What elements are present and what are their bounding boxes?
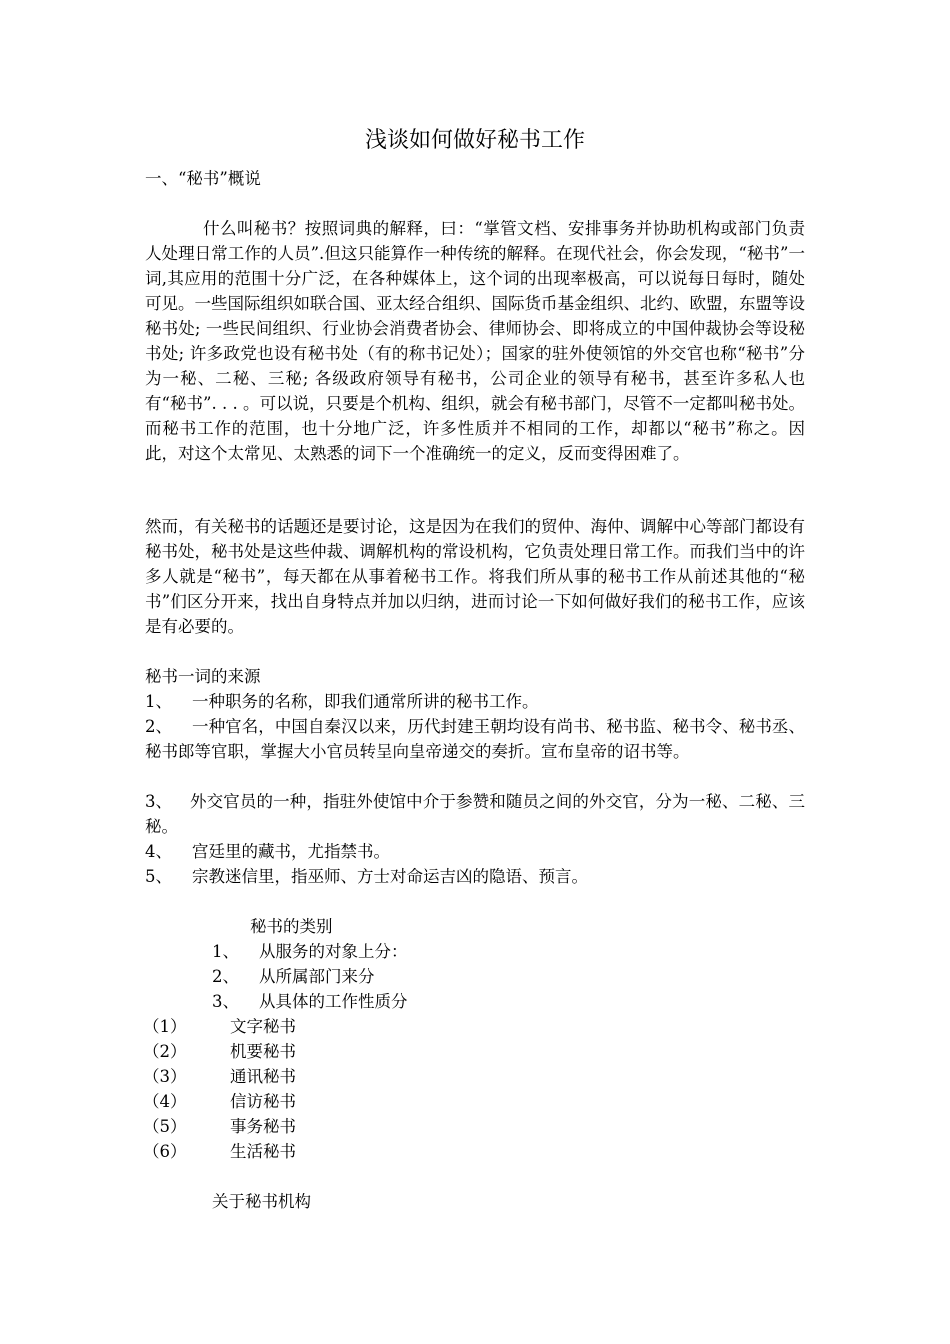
sub-item-1-text: 文字秘书 [230,1017,296,1036]
sub-item-3-number: （3） [143,1067,187,1086]
sub-item-4-text: 信访秘书 [230,1092,296,1111]
types-item-3-text: 从具体的工作性质分 [259,992,408,1011]
origin-item-3-text: 外交官员的一种，指驻外使馆中介于参赞和随员之间的外交官，分为一秘、二秘、三秘。 [145,792,805,836]
types-item-1-text: 从服务的对象上分： [259,942,408,961]
section-heading-overview: 一、“秘书”概说 [145,169,261,188]
sub-item-6-text: 生活秘书 [230,1142,296,1161]
sub-item-1-number: （1） [143,1017,187,1036]
origin-item-1-number: 1、 [145,692,172,711]
types-item-2-number: 2、 [212,967,239,986]
section-heading-types: 秘书的类别 [250,917,333,936]
origin-item-3-number: 3、 [145,792,172,811]
types-item-1-number: 1、 [212,942,239,961]
origin-item-2-number: 2、 [145,717,172,736]
sub-item-2-text: 机要秘书 [230,1042,296,1061]
document-title: 浅谈如何做好秘书工作 [364,128,585,153]
section-heading-origin: 秘书一词的来源 [145,667,261,686]
origin-item-5-text: 宗教迷信里，指巫师、方士对命运吉凶的隐语、预言。 [192,867,588,886]
origin-item-5-number: 5、 [145,867,172,886]
types-item-3-number: 3、 [212,992,239,1011]
paragraph-discussion: 然而，有关秘书的话题还是要讨论，这是因为在我们的贸仲、海仲、调解中心等部门都设有秘书处，秘书处是这些仲裁、调解机构的常设机构，它负责处理日常工作。而我们当中的许多人就是“秘书”，每天都在从事着秘书工作。将我们所从事的秘书工作从前述其他的“秘书”们区分开来，找出自身特点并加以归纳，进而讨论一下如何做好我们的秘书工作，应该是有必要的。 [145,517,805,636]
types-item-2-text: 从所属部门来分 [259,967,375,986]
paragraph-definition: 什么叫秘书？按照词典的解释，曰：“掌管文档、安排事务并协助机构或部门负责人处理日常工作的人员”.但这只能算作一种传统的解释。在现代社会，你会发现，“秘书”一词,其应用的范围十分广泛，在各种媒体上，这个词的出现率极高，可以说每日每时，随处可见。一些国际组织如联合国、亚太经合组织、国际货币基金组织、北约、欧盟，东盟等设秘书处; 一些民间组织、行业协会消费者协会、律师协会、即将成立的中国仲裁协会等设秘书处; 许多政党也设有秘书处（有的称书记处）；国家的驻外使领馆的外交官也称“秘书”分为一秘、二秘、三秘; 各级政府领导有秘书，公司企业的领导有秘书，甚至许多私人也有“秘书”. . . 。可以说，只要是个机构、组织，就会有秘书部门，尽管不一定都叫秘书处。而秘书工作的范围，也十分地广泛，许多性质并不相同的工作，却都以“秘书”称之。因此，对这个太常见、太熟悉的词下一个准确统一的定义，反而变得困难了。 [145,219,805,463]
sub-item-4-number: （4） [143,1092,187,1111]
section-heading-institution: 关于秘书机构 [212,1192,311,1211]
sub-item-6-number: （6） [143,1142,187,1161]
origin-item-4-number: 4、 [145,842,172,861]
origin-item-1-text: 一种职务的名称，即我们通常所讲的秘书工作。 [192,692,539,711]
origin-item-4-text: 宫廷里的藏书，尤指禁书。 [192,842,390,861]
sub-item-5-text: 事务秘书 [230,1117,296,1136]
sub-item-3-text: 通讯秘书 [230,1067,296,1086]
sub-item-5-number: （5） [143,1117,187,1136]
sub-item-2-number: （2） [143,1042,187,1061]
origin-item-2-text: 一种官名，中国自秦汉以来，历代封建王朝均设有尚书、秘书监、秘书令、秘书丞、秘书郎等官职，掌握大小官员转呈向皇帝递交的奏折。宣布皇帝的诏书等。 [145,717,805,761]
